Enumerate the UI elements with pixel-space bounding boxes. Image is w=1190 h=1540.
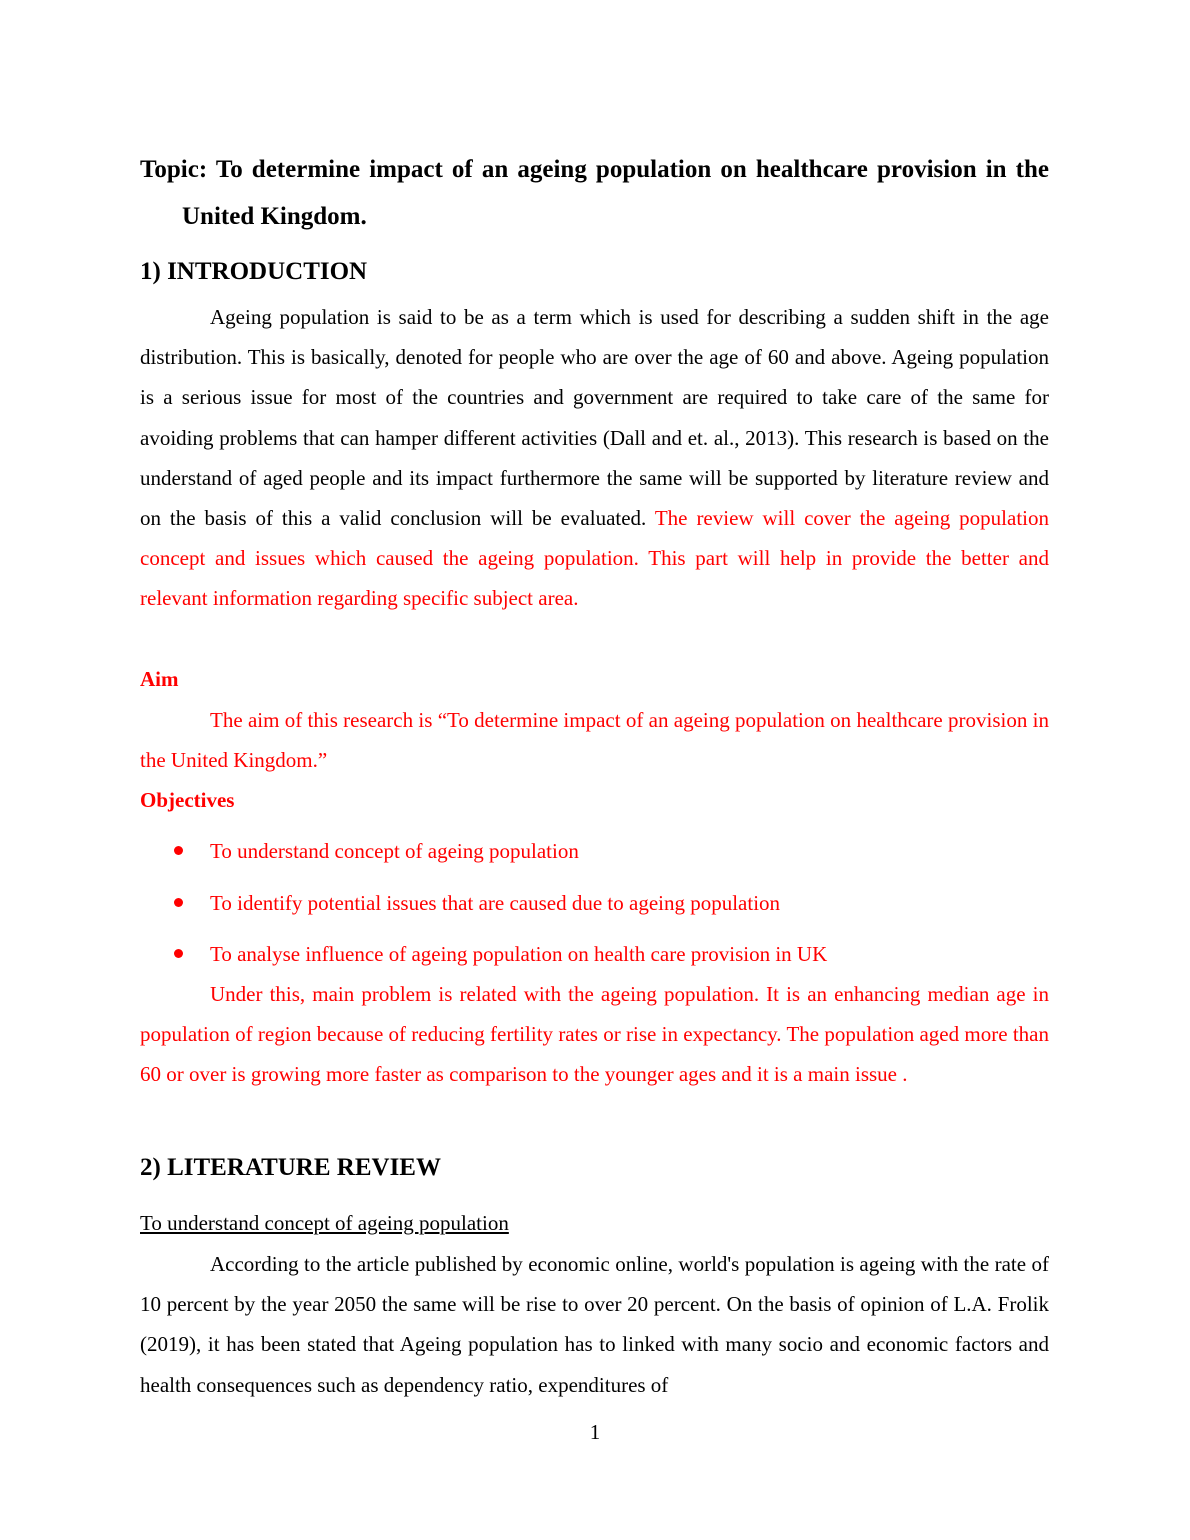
objective-text: To understand concept of ageing population: [210, 839, 579, 863]
page-number: 1: [589, 1420, 601, 1444]
bullet-icon: [174, 949, 183, 958]
literature-subheading: To understand concept of ageing population: [140, 1211, 509, 1235]
literature-paragraph: According to the article published by economic online, world's population is ageing with the rate of 10 percent by the year 2050 the same will be rise to over 20 percent. On the basis of opinion of L.A. Frolik (2019), it has been stated that Ageing population has to linked with many socio and economic factors and health consequences such as dependency ratio, expenditures of: [140, 1252, 1049, 1397]
introduction-paragraph: [140, 297, 1049, 619]
document-topic: Topic: To determine impact of an ageing population on healthcare provision in the United Kingdom.: [140, 156, 1049, 230]
bullet-icon: [174, 898, 183, 907]
objectives-followup-paragraph: Under this, main problem is related with the ageing population. It is an enhancing median age in population of region because of reducing fertility rates or rise in expectancy. The population aged more than 60 or over is growing more faster as comparison to the younger ages and it is a main issue .: [140, 982, 1049, 1087]
objective-item: [140, 888, 1049, 940]
literature-review-heading: 2) LITERATURE REVIEW: [140, 1154, 441, 1181]
objective-text: To identify potential issues that are caused due to ageing population: [210, 890, 781, 915]
bullet-icon: [174, 846, 183, 855]
objective-item: [140, 836, 1049, 888]
introduction-review-text: The review will cover the ageing population concept and issues which caused the ageing population. This part will help in provide the better and relevant information regarding specific subject area.: [140, 506, 1049, 611]
introduction-heading: 1) INTRODUCTION: [140, 258, 368, 285]
aim-paragraph: The aim of this research is “To determine impact of an ageing population on healthcare provision in the United Kingdom.”: [140, 708, 1049, 773]
introduction-text: Ageing population is said to be as a term which is used for describing a sudden shift in the age distribution. This is basically, denoted for people who are over the age of 60 and above. Ageing population is a serious issue for most of the countries and government are required to take care of the same for avoiding problems that can hamper different activities (Dall and et. al., 2013). This research is based on the understand of aged people and its impact furthermore the same will be supported by literature review and on the basis of this a valid conclusion will be evaluated.: [140, 305, 1049, 531]
aim-heading: Aim: [140, 667, 179, 691]
objectives-heading: Objectives: [140, 788, 235, 812]
objectives-list: [140, 836, 1049, 991]
objective-text: To analyse influence of ageing population on health care provision in UK: [210, 942, 828, 966]
